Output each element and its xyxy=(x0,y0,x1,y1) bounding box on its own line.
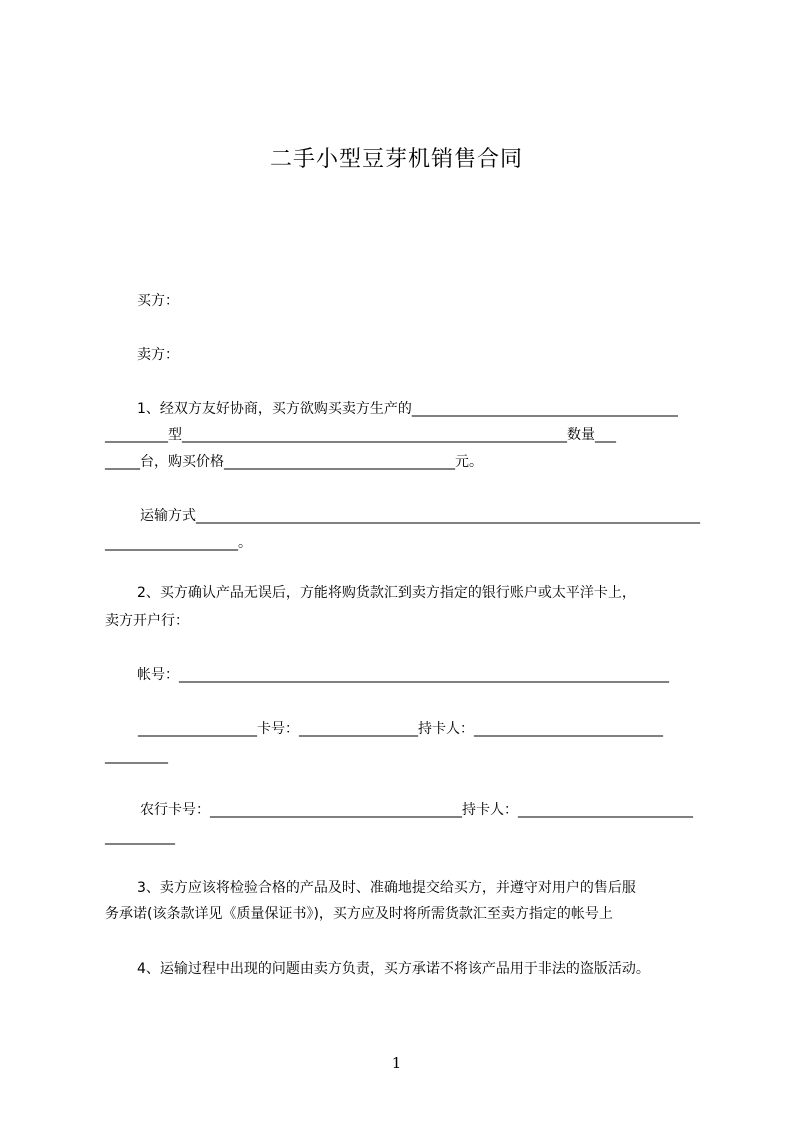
agri-card-line-2: __________ xyxy=(105,829,175,845)
card-line-1: _________________卡号：_________________持卡人：___________________________ xyxy=(138,721,663,737)
account-line: 帐号：______________________________________________________________________ xyxy=(137,667,669,683)
page-number: 1 xyxy=(391,1054,402,1072)
transport-line-1: 运输方式________________________________________________________________________ xyxy=(140,508,700,524)
seller-label: 卖方： xyxy=(137,347,179,363)
buyer-label: 买方： xyxy=(137,293,179,309)
agri-card-line-1: 农行卡号：____________________________________持卡人：_________________________ xyxy=(140,802,693,818)
clause-2-line-1: 2、买方确认产品无误后，方能将购货款汇到卖方指定的银行账户或太平洋卡上， xyxy=(137,585,636,601)
clause-1-line-1: 1、经双方友好协商，买方欲购买卖方生产的______________________________________ xyxy=(137,401,678,417)
clause-2-line-2: 卖方开户行： xyxy=(105,613,189,629)
transport-line-2: ___________________。 xyxy=(105,535,252,551)
clause-1-line-2: _________型_______________________________________________________数量___ xyxy=(105,427,616,443)
clause-3-line-2: 务承诺(该条款详见《质量保证书》)，买方应及时将所需货款汇至卖方指定的帐号上 xyxy=(105,906,613,922)
clause-1-line-3: _____台，购买价格_________________________________元。 xyxy=(105,454,483,470)
card-line-2: _________ xyxy=(105,748,168,764)
clause-3-line-1: 3、卖方应该将检验合格的产品及时、准确地提交给买方，并遵守对用户的售后服 xyxy=(137,880,636,896)
document-title: 二手小型豆芽机销售合同 xyxy=(269,147,523,172)
clause-4-line-1: 4、运输过程中出现的问题由卖方负责，买方承诺不将该产品用于非法的盗版活动。 xyxy=(137,961,650,977)
